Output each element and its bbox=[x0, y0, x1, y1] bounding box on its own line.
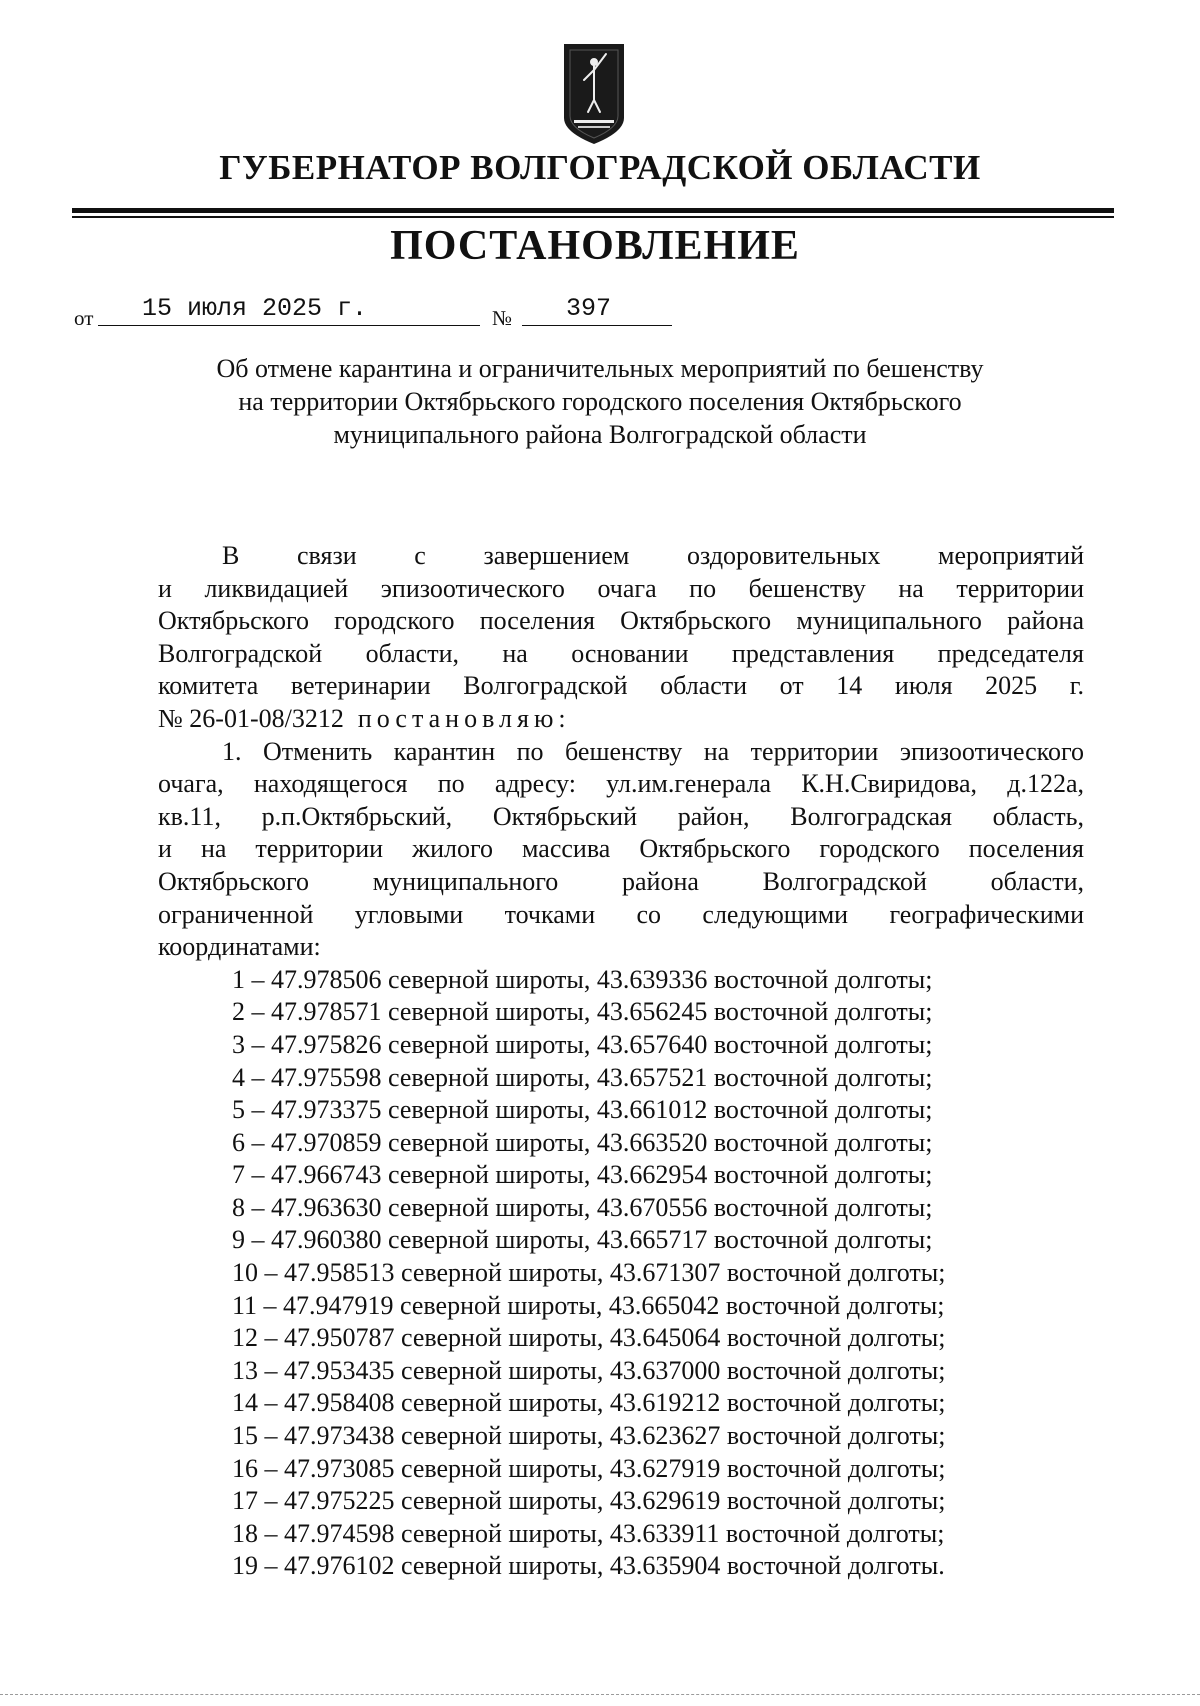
decree-word: постановляю: bbox=[357, 703, 571, 733]
coordinate-item: 18 – 47.974598 северной широты, 43.633911 восточной долготы; bbox=[232, 1518, 945, 1548]
preamble-line: В связи с завершением оздоровительных мероприятий bbox=[222, 541, 1084, 570]
coordinate-item: 8 – 47.963630 северной широты, 43.670556 восточной долготы; bbox=[232, 1192, 933, 1222]
subject-line: на территории Октябрьского городского поселения Октябрьского bbox=[238, 387, 962, 416]
document-body bbox=[158, 540, 1084, 1583]
date-field: 15 июля 2025 г. bbox=[98, 294, 480, 326]
coordinate-item: 2 – 47.978571 северной широты, 43.656245 восточной долготы; bbox=[232, 997, 933, 1027]
coordinate-item: 7 – 47.966743 северной широты, 43.662954 восточной долготы; bbox=[232, 1160, 933, 1190]
issuing-authority: ГУБЕРНАТОР ВОЛГОГРАДСКОЙ ОБЛАСТИ bbox=[219, 148, 981, 187]
coordinate-item: 13 – 47.953435 северной широты, 43.637000 восточной долготы; bbox=[232, 1355, 946, 1385]
document-subject bbox=[140, 352, 1060, 451]
coordinate-item: 5 – 47.973375 северной широты, 43.661012 восточной долготы; bbox=[232, 1095, 933, 1125]
coordinate-item: 12 – 47.950787 северной широты, 43.645064 восточной долготы; bbox=[232, 1323, 946, 1353]
coordinate-item: 17 – 47.975225 северной широты, 43.629619 восточной долготы; bbox=[232, 1486, 946, 1516]
coordinate-item: 6 – 47.970859 северной широты, 43.663520 восточной долготы; bbox=[232, 1127, 933, 1157]
header-rule-thin bbox=[72, 216, 1114, 218]
item1-line: 1. Отменить карантин по бешенству на территории эпизоотического bbox=[222, 736, 1084, 766]
coordinate-item: 3 – 47.975826 северной широты, 43.657640 восточной долготы; bbox=[232, 1029, 933, 1059]
number-label: № bbox=[492, 306, 513, 330]
coordinate-item: 10 – 47.958513 северной широты, 43.671307 восточной долготы; bbox=[232, 1258, 946, 1288]
number-field: 397 bbox=[522, 294, 672, 326]
subject-line: муниципального района Волгоградской области bbox=[333, 420, 867, 449]
volgograd-region-crest-icon bbox=[560, 40, 628, 146]
preamble-line: комитета ветеринарии Волгоградской области от 14 июля 2025 г. bbox=[158, 671, 1084, 701]
coordinate-item: 1 – 47.978506 северной широты, 43.639336 восточной долготы; bbox=[232, 964, 933, 994]
item1-last-line: координатами: bbox=[158, 932, 321, 962]
preamble-last-line bbox=[158, 703, 1084, 736]
preamble-line: Октябрьского городского поселения Октябрьского муниципального района bbox=[158, 606, 1084, 636]
coordinate-item: 14 – 47.958408 северной широты, 43.619212 восточной долготы; bbox=[232, 1388, 946, 1418]
coordinate-item: 19 – 47.976102 северной широты, 43.635904 восточной долготы. bbox=[232, 1551, 945, 1581]
document-type-title: ПОСТАНОВЛЕНИЕ bbox=[390, 223, 800, 269]
item1-line: Октябрьского муниципального района Волгоградской области, bbox=[158, 866, 1084, 896]
item1-line: кв.11, р.п.Октябрьский, Октябрьский район, Волгоградская область, bbox=[158, 801, 1084, 831]
date-label: от bbox=[74, 306, 94, 330]
coordinate-item: 15 – 47.973438 северной широты, 43.623627 восточной долготы; bbox=[232, 1421, 946, 1451]
item1-line: очага, находящегося по адресу: ул.им.генерала К.Н.Свиридова, д.122а, bbox=[158, 769, 1084, 799]
coordinate-item: 9 – 47.960380 северной широты, 43.665717 восточной долготы; bbox=[232, 1225, 933, 1255]
subject-line: Об отмене карантина и ограничительных мероприятий по бешенству bbox=[216, 354, 984, 383]
preamble-line: Волгоградской области, на основании представления председателя bbox=[158, 638, 1084, 668]
header-rule-thick bbox=[72, 208, 1114, 213]
item1-line: и на территории жилого массива Октябрьского городского поселения bbox=[158, 834, 1084, 864]
coordinate-item: 11 – 47.947919 северной широты, 43.665042 восточной долготы; bbox=[232, 1290, 945, 1320]
preamble-line: и ликвидацией эпизоотического очага по бешенству на территории bbox=[158, 573, 1084, 603]
representation-number: № 26-01-08/3212 bbox=[158, 703, 344, 733]
scan-edge-artifact bbox=[0, 1694, 1200, 1696]
coordinate-item: 16 – 47.973085 северной широты, 43.627919 восточной долготы; bbox=[232, 1453, 946, 1483]
coordinate-item: 4 – 47.975598 северной широты, 43.657521 восточной долготы; bbox=[232, 1062, 933, 1092]
item1-line: ограниченной угловыми точками со следующими географическими bbox=[158, 899, 1084, 929]
coordinate-list bbox=[158, 964, 1084, 1583]
